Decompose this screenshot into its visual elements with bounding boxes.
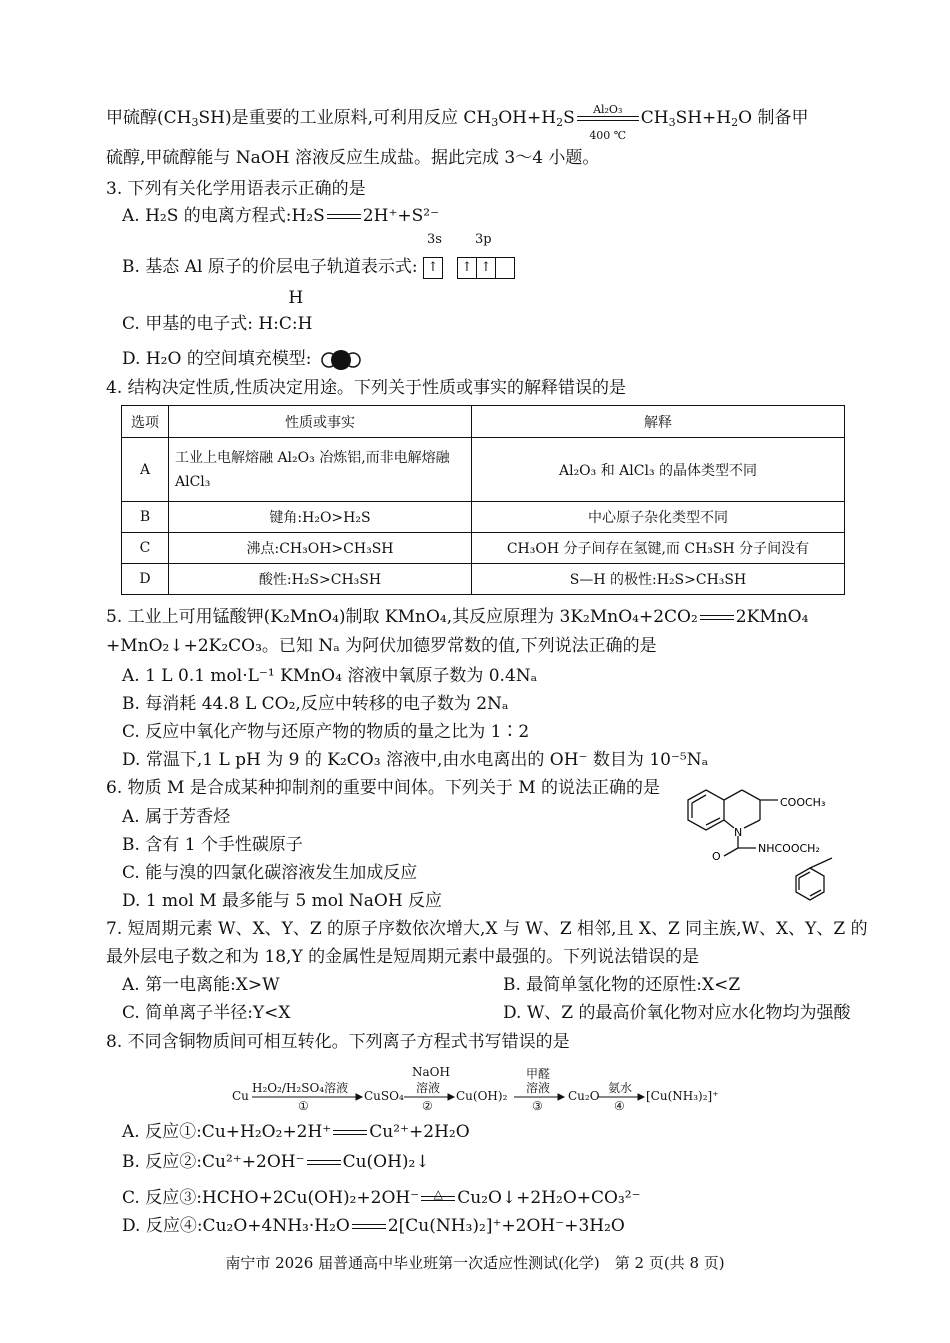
q3-b-text: B. 基态 Al 原子的价层电子轨道表示式: — [122, 257, 418, 277]
q7-option-a: A. 第一电离能:X>W — [122, 975, 280, 995]
q3-c-text: C. 甲基的电子式: — [122, 314, 253, 334]
table-cell: 工业上电解熔融 Al₂O₃ 冶炼铝,而非电解熔融 AlCl₃ — [169, 438, 472, 502]
orbital-3p-3 — [496, 257, 515, 279]
table-cell: Al₂O₃ 和 AlCl₃ 的晶体类型不同 — [472, 438, 845, 502]
intro-text-d: S — [563, 108, 575, 128]
orbital-diagram — [423, 231, 515, 280]
methyl-electron-formula — [258, 288, 313, 336]
table-cell: B — [122, 502, 169, 533]
intro-text-a: 甲硫醇(CH — [106, 108, 192, 128]
table-cell: CH₃OH 分子间存在氢键,而 CH₃SH 分子间没有 — [472, 533, 845, 564]
equals-sign — [327, 214, 361, 219]
equals-sign — [333, 1130, 367, 1135]
scheme-step-4: ④ — [614, 1099, 625, 1113]
q8-a-right: Cu²⁺+2H₂O — [369, 1122, 470, 1142]
table-cell: 键角:H₂O>H₂S — [169, 502, 472, 533]
scheme-reagent-3a: 甲醛 — [526, 1067, 551, 1081]
q3-option-c — [122, 288, 313, 336]
q3-a-right: 2H⁺+S²⁻ — [362, 206, 440, 226]
intro-text-g: O 制备甲 — [738, 108, 809, 128]
table-cell: S—H 的极性:H₂S>CH₃SH — [472, 564, 845, 595]
q8-a-left: A. 反应①:Cu+H₂O₂+2H⁺ — [122, 1122, 332, 1142]
q5-stem-a: 5. 工业上可用锰酸钾(K₂MnO₄)制取 KMnO₄,其反应原理为 3K₂MnO₄+2CO₂ — [106, 607, 698, 627]
q5-option-a: A. 1 L 0.1 mol·L⁻¹ KMnO₄ 溶液中氧原子数为 0.4Nₐ — [122, 666, 538, 686]
q3-a-left: A. H₂S 的电离方程式:H₂S — [122, 206, 325, 226]
q5-option-b: B. 每消耗 44.8 L CO₂,反应中转移的电子数为 2Nₐ — [122, 694, 509, 714]
q7-stem-line-2: 最外层电子数之和为 18,Y 的金属性是短周期元素中最强的。下列说法错误的是 — [106, 947, 700, 967]
intro-text-c: OH+H — [498, 108, 557, 128]
heating-condition — [421, 1187, 455, 1201]
q5-option-d: D. 常温下,1 L pH 为 9 的 K₂CO₃ 溶液中,由水电离出的 OH⁻ 数目为 10⁻⁵Nₐ — [122, 750, 709, 770]
orbital-3p-1: ↑ — [457, 257, 477, 279]
q4-stem: 4. 结构决定性质,性质决定用途。下列关于性质或事实的解释错误的是 — [106, 378, 627, 398]
q5-stem-line-2: +MnO₂↓+2K₂CO₃。已知 Nₐ 为阿伏加德罗常数的值,下列说法正确的是 — [106, 636, 657, 656]
q7-option-c: C. 简单离子半径:Y<X — [122, 1003, 291, 1023]
scheme-cu2o: Cu₂O — [568, 1089, 600, 1103]
q8-b-right: Cu(OH)₂↓ — [342, 1152, 430, 1172]
scheme-complex: [Cu(NH₃)₂]⁺ — [646, 1089, 719, 1103]
scheme-cu: Cu — [232, 1089, 249, 1103]
q7-stem-line-1: 7. 短周期元素 W、X、Y、Z 的原子序数依次增大,X 与 W、Z 相邻,且 X、Z 同主族,W、X、Y、Z 的 — [106, 919, 868, 939]
q5-stem-line-1 — [106, 605, 808, 629]
table-cell: A — [122, 438, 169, 502]
struct-nitrogen-label: N — [734, 826, 743, 839]
molecule-m-structure — [680, 770, 850, 910]
methyl-top-h: H — [288, 288, 304, 308]
q5-stem-b: 2KMnO₄ — [735, 607, 809, 627]
methyl-formula: H:C:H — [258, 314, 313, 334]
q8-option-c — [122, 1186, 641, 1210]
q3-stem: 3. 下列有关化学用语表示正确的是 — [106, 179, 366, 199]
orbital-3p-2: ↑ — [477, 257, 496, 279]
table-row — [122, 533, 845, 564]
struct-carbamate-label: NHCOOCH₂ — [758, 842, 820, 855]
table-cell: D — [122, 564, 169, 595]
condition-temperature: 400 ℃ — [589, 129, 627, 142]
table-row — [122, 438, 845, 502]
q3-d-text: D. H₂O 的空间填充模型: — [122, 349, 312, 369]
q3-option-d — [122, 347, 365, 371]
intro-text-f: SH+H — [675, 108, 732, 128]
q6-option-c: C. 能与溴的四氯化碳溶液发生加成反应 — [122, 863, 418, 883]
q8-option-a — [122, 1120, 470, 1144]
delta-symbol: △ — [433, 1187, 443, 1201]
q8-c-left: C. 反应③:HCHO+2Cu(OH)₂+2OH⁻ — [122, 1188, 420, 1208]
equals-sign — [307, 1160, 341, 1165]
q6-option-a: A. 属于芳香烃 — [122, 807, 231, 827]
q3-option-b — [122, 231, 515, 280]
q3-option-a — [122, 204, 439, 228]
intro-text-b: SH)是重要的工业原料,可利用反应 CH — [198, 108, 492, 128]
q8-option-b — [122, 1150, 430, 1174]
intro-text-e: CH — [640, 108, 669, 128]
q8-b-left: B. 反应②:Cu²⁺+2OH⁻ — [122, 1152, 305, 1172]
table-cell: 酸性:H₂S>CH₃SH — [169, 564, 472, 595]
page-footer: 南宁市 2026 届普通高中毕业班第一次适应性测试(化学) 第 2 页(共 8 页) — [225, 1254, 725, 1272]
q8-c-right: Cu₂O↓+2H₂O+CO₃²⁻ — [457, 1188, 641, 1208]
table-row — [122, 502, 845, 533]
q6-option-d: D. 1 mol M 最多能与 5 mol NaOH 反应 — [122, 891, 443, 911]
scheme-step-3: ③ — [532, 1099, 543, 1113]
q6-stem: 6. 物质 M 是合成某种抑制剂的重要中间体。下列关于 M 的说法正确的是 — [106, 778, 661, 798]
table-header: 选项 — [122, 406, 169, 438]
q7-option-d: D. W、Z 的最高价氧化物对应水化物均为强酸 — [503, 1003, 851, 1023]
equals-sign — [700, 615, 734, 620]
q8-stem: 8. 不同含铜物质间可相互转化。下列离子方程式书写错误的是 — [106, 1032, 570, 1052]
reaction-condition — [577, 103, 639, 142]
scheme-reagent-2b: 溶液 — [416, 1081, 441, 1095]
q6-option-b: B. 含有 1 个手性碳原子 — [122, 835, 303, 855]
scheme-cuso4: CuSO₄ — [364, 1089, 404, 1103]
struct-oxygen-label: O — [712, 850, 721, 863]
orbital-3s: ↑ — [423, 257, 443, 279]
scheme-reagent-2a: NaOH — [412, 1065, 450, 1079]
intro-line-1: 甲硫醇$(CH_3SH)$是重要的工业原料,可利用反应 $CH_3OH+H_2S$ Al₂O₃ 400 ℃ $CH_3SH+H_2O$ 制备甲 — [106, 106, 808, 130]
orbital-label-3p: 3p — [474, 231, 492, 247]
table-cell: 沸点:CH₃OH>CH₃SH — [169, 533, 472, 564]
intro-line-2: 硫醇,甲硫醇能与 NaOH 溶液反应生成盐。据此完成 3～4 小题。 — [106, 148, 600, 168]
scheme-cuoh2: Cu(OH)₂ — [456, 1089, 508, 1103]
q4-table — [121, 405, 845, 595]
table-cell: 中心原子杂化类型不同 — [472, 502, 845, 533]
q7-option-b: B. 最简单氢化物的还原性:X<Z — [503, 975, 741, 995]
table-header: 解释 — [472, 406, 845, 438]
q8-option-d — [122, 1214, 625, 1238]
equals-sign — [352, 1224, 386, 1229]
table-header: 性质或事实 — [169, 406, 472, 438]
table-cell: C — [122, 533, 169, 564]
scheme-step-1: ① — [298, 1099, 309, 1113]
scheme-reagent-1: H₂O₂/H₂SO₄溶液 — [252, 1081, 349, 1095]
scheme-reagent-4: 氨水 — [608, 1081, 633, 1095]
q5-option-c: C. 反应中氧化产物与还原产物的物质的量之比为 1∶2 — [122, 722, 530, 742]
table-header-row — [122, 406, 845, 438]
struct-ester-label: COOCH₃ — [780, 796, 826, 809]
copper-conversion-scheme — [232, 1065, 732, 1115]
scheme-step-2: ② — [422, 1099, 433, 1113]
orbital-label-3s: 3s — [426, 231, 442, 247]
condition-catalyst: Al₂O₃ — [593, 103, 623, 116]
q8-d-left: D. 反应④:Cu₂O+4NH₃·H₂O — [122, 1216, 350, 1236]
water-model-icon — [317, 349, 365, 371]
table-row — [122, 564, 845, 595]
q8-d-right: 2[Cu(NH₃)₂]⁺+2OH⁻+3H₂O — [387, 1216, 625, 1236]
scheme-reagent-3b: 溶液 — [526, 1081, 551, 1095]
